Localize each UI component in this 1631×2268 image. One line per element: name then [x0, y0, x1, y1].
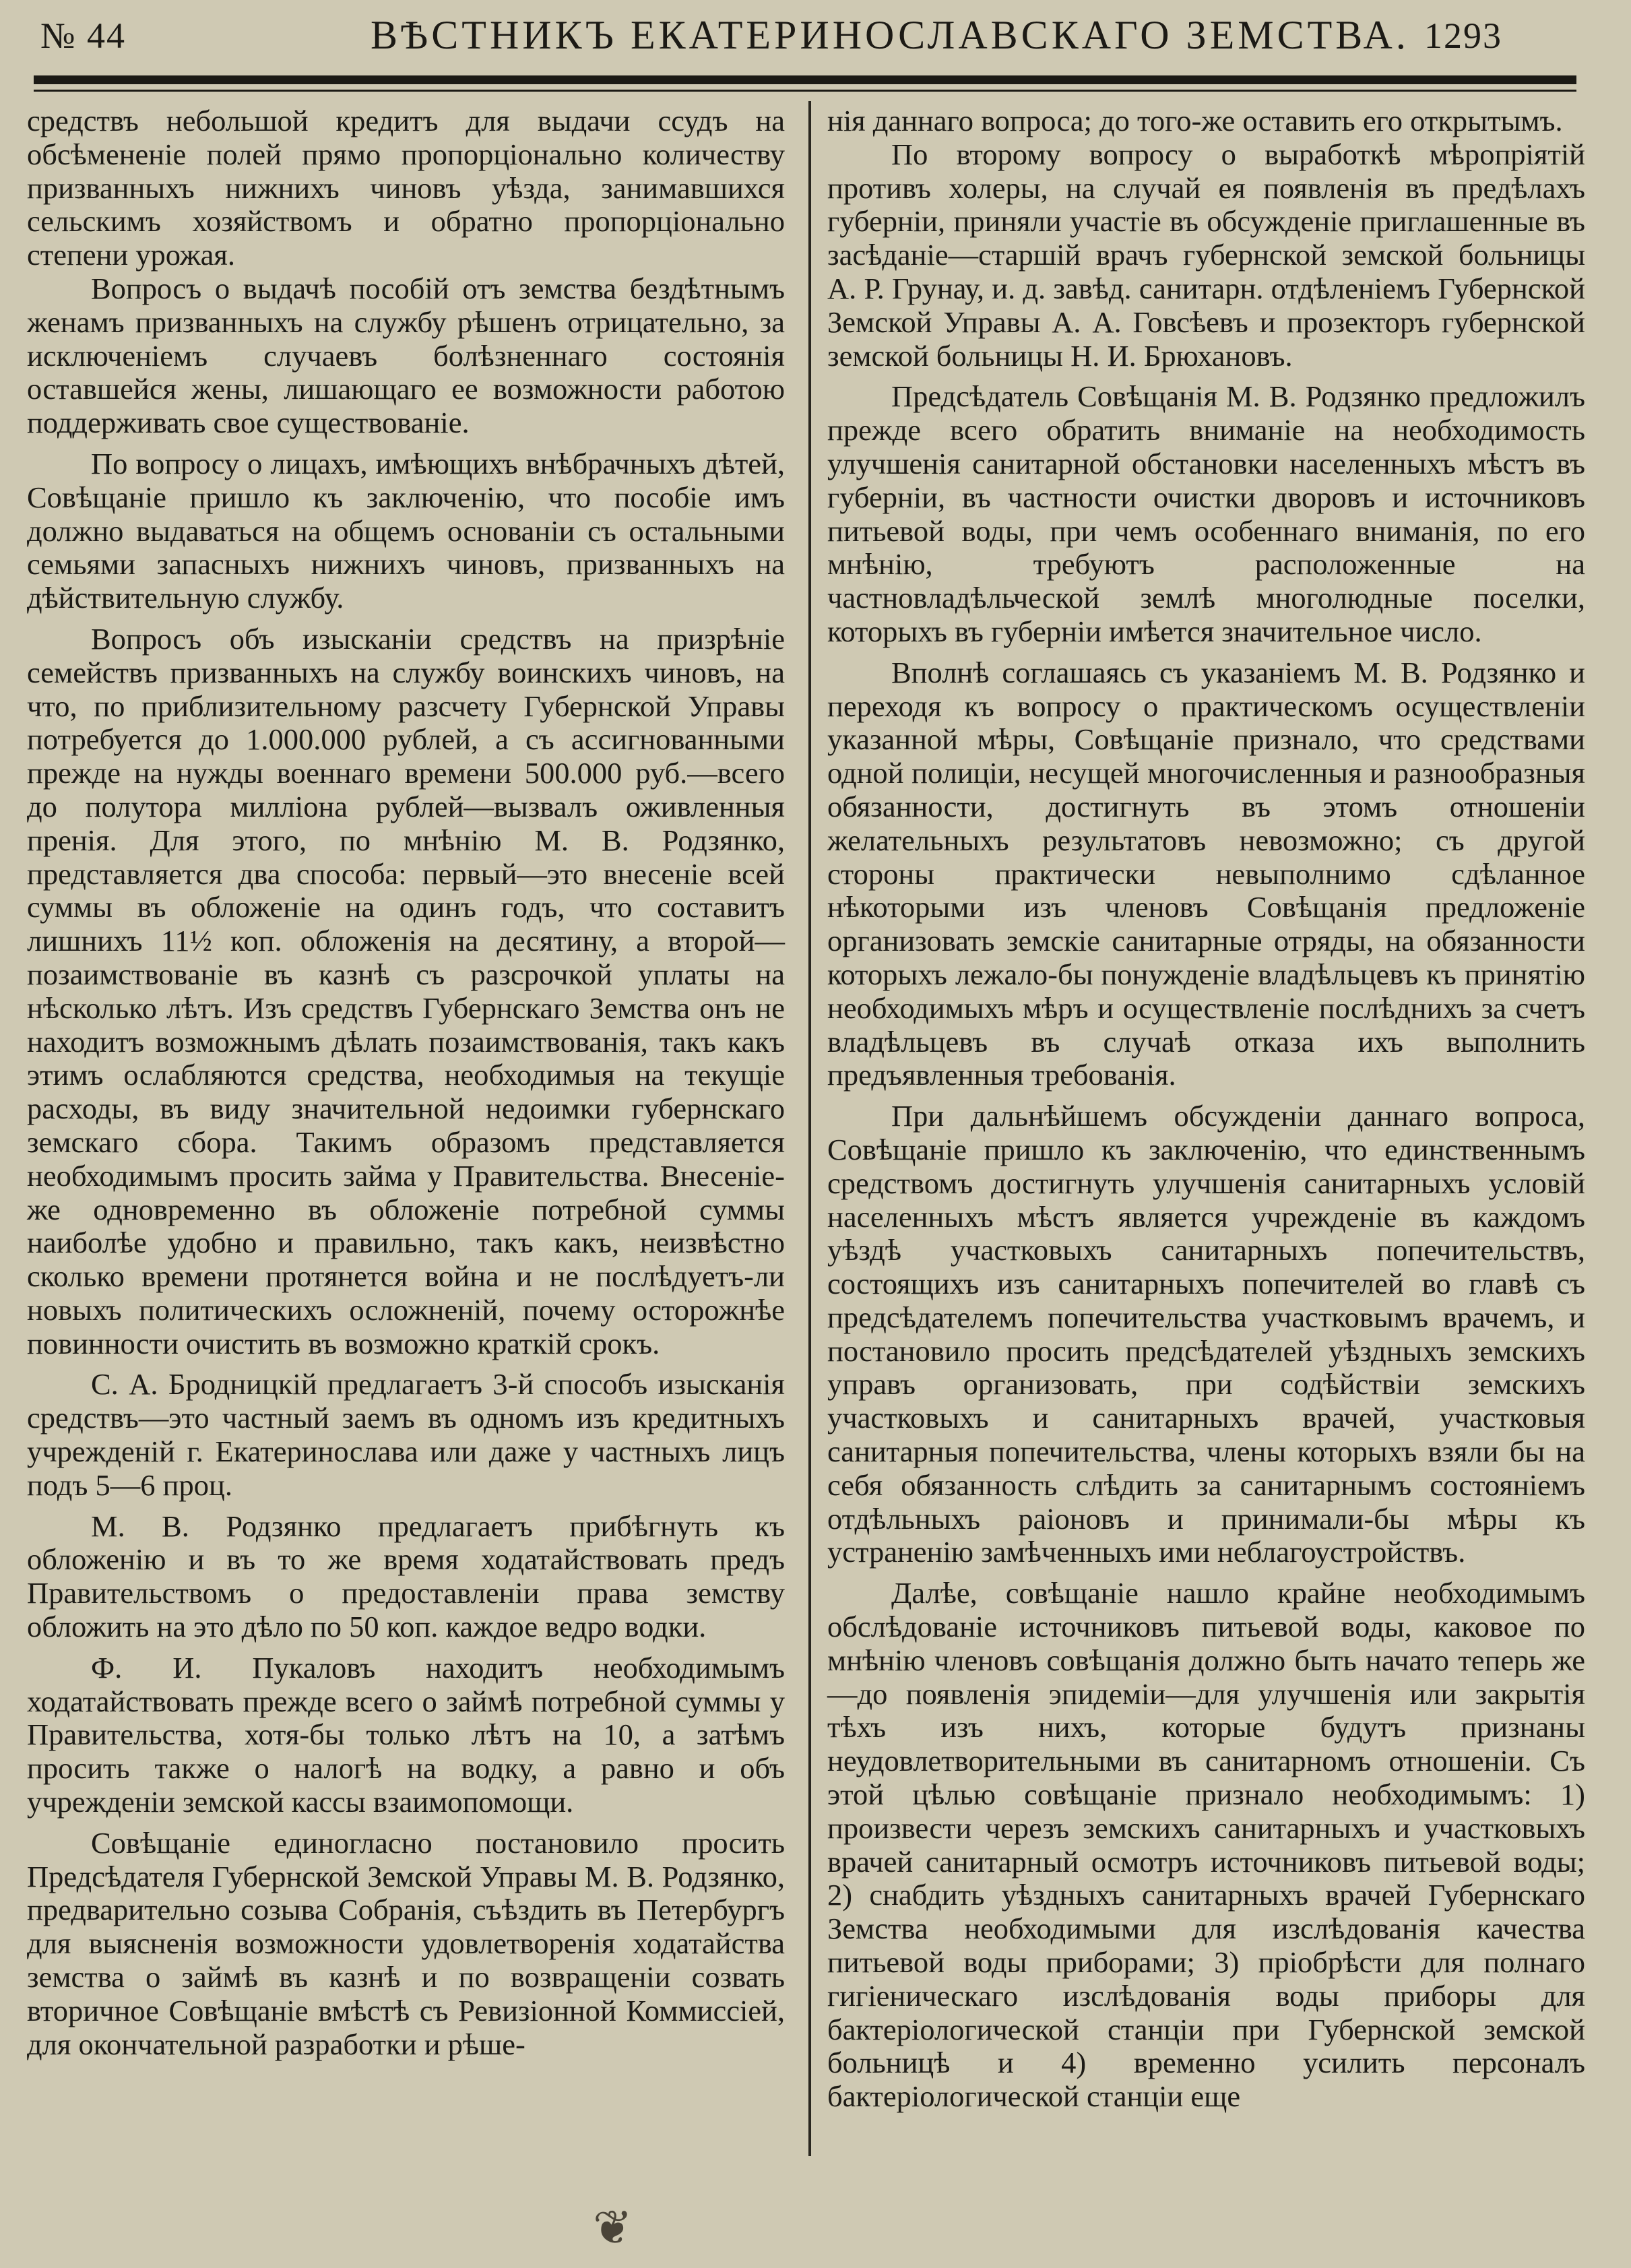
column-divider [808, 101, 811, 2156]
journal-title: ВѢСТНИКЪ ЕКАТЕРИНОСЛАВСКАГО ЗЕМСТВА. [371, 13, 1409, 57]
header-rule-thick [34, 75, 1576, 84]
left-column [27, 104, 785, 2061]
paragraph: При дальнѣйшемъ обсужденіи даннаго вопроса, Совѣщаніе пришло къ заключенію, что единственнымъ средствомъ достигнуть улучшенія санитарныхъ условій населенныхъ мѣстъ является учрежденіе въ каждомъ уѣздѣ участковыхъ санитарныхъ попечительствъ, состоящихъ изъ санитарныхъ попечителей во главѣ съ предсѣдателемъ попечительства участковымъ врачемъ, и постановило просить предсѣдателей уѣздныхъ земскихъ управъ организовать, при содѣйствіи земскихъ участковыхъ и санитарныхъ врачей, участковыя санитарныя попечительства, члены которыхъ взяли бы на себя обязанность слѣдить за санитарнымъ состояніемъ отдѣльныхъ раіоновъ и принимали-бы мѣры къ устраненію замѣченныхъ ими неблагоустройствъ. [827, 1099, 1585, 1569]
paragraph: Вопросъ объ изысканіи средствъ на призрѣніе семействъ призванныхъ на службу воинскихъ чиновъ, на что, по приблизительному разсчету Губернской Управы потребуется до 1.000.000 рублей, а съ ассигнованными прежде на нужды военнаго времени 500.000 руб.—всего до полутора милліона рублей—вызвалъ оживленныя пренія. Для этого, по мнѣнію М. В. Родзянко, представляется два способа: первый—это внесеніе всей суммы въ обложеніе на одинъ годъ, что составитъ лишнихъ 11½ коп. обложенія на десятину, а второй—позаимствованіе въ казнѣ съ разсрочкой уплаты на нѣсколько лѣтъ. Изъ средствъ Губернскаго Земства онъ не находитъ возможнымъ дѣлать позаимствованія, такъ какъ этимъ ослабляются средства, необходимыя на текущіе расходы, въ виду значительной недоимки губернскаго земскаго сбора. Такимъ образомъ представляется необходимымъ просить займа у Правительства. Внесеніе-же одновременно въ обложеніе потребной суммы наиболѣе удобно и правильно, такъ какъ, неизвѣстно сколько времени протянется война и не послѣдуетъ-ли новыхъ политическихъ осложненій, почему осторожнѣе повинности очистить въ возможно краткій срокъ. [27, 621, 785, 1360]
header-rule-thin [34, 90, 1576, 92]
paragraph: По вопросу о лицахъ, имѣющихъ внѣбрачныхъ дѣтей, Совѣщаніе пришло къ заключенію, что пособіе имъ должно выдаваться на общемъ основаніи съ остальными семьями запасныхъ нижнихъ чиновъ, призванныхъ на дѣйствительную службу. [27, 446, 785, 615]
paragraph: Вопросъ о выдачѣ пособій отъ земства бездѣтнымъ женамъ призванныхъ на службу рѣшенъ отрицательно, за исключеніемъ случаевъ болѣзненнаго состоянія оставшейся жены, лишающаго ее возможности работою поддерживать свое существованіе. [27, 271, 785, 440]
paragraph: По второму вопросу о выработкѣ мѣропріятій противъ холеры, на случай ея появленія въ предѣлахъ губерніи, приняли участіе въ обсужденіе приглашенные въ засѣданіе—старшій врачъ губернской земской больницы А. Р. Грунау, и. д. завѣд. санитарн. отдѣленіемъ Губернской Земской Управы А. А. Говсѣевъ и прозекторъ губернской земской больницы Н. И. Брюхановъ. [827, 137, 1585, 373]
issue-number: № 44 [40, 15, 127, 56]
paragraph: Ф. И. Пукаловъ находитъ необходимымъ ходатайствовать прежде всего о займѣ потребной суммы у Правительства, хотя-бы только лѣтъ на 10, а затѣмъ просить также о налогѣ на водку, а равно и объ учрежденіи земской кассы взаимопомощи. [27, 1650, 785, 1819]
paragraph: Далѣе, совѣщаніе нашло крайне необходимымъ обслѣдованіе источниковъ питьевой воды, каковое по мнѣнію членовъ совѣщанія должно быть начато теперь же—до появленія эпидеміи—для улучшенія или закрытія тѣхъ изъ нихъ, которые будутъ признаны неудовлетворительными въ санитарномъ отношеніи. Съ этой цѣлью совѣщаніе признало необходимымъ: 1) произвести черезъ земскихъ санитарныхъ и участковыхъ врачей санитарный осмотръ источниковъ питьевой воды; 2) снабдить уѣздныхъ санитарныхъ врачей Губернскаго Земства необходимыми для изслѣдованія качества питьевой воды приборами; 3) пріобрѣсти для полнаго гигіеническаго изслѣдованія воды приборы для бактеріологической станціи при Губернской земской больницѣ и 4) временно усилить персоналъ бактеріологической станціи еще [827, 1576, 1585, 2114]
paragraph: Вполнѣ соглашаясь съ указаніемъ М. В. Родзянко и переходя къ вопросу о практическомъ осуществленіи указанной мѣры, Совѣщаніе признало, что средствами одной полиціи, несущей многочисленныя и разнообразныя обязанности, достигнуть въ этомъ отношеніи желательныхъ результатовъ невозможно; съ другой стороны практически невыполнимо сдѣланное нѣкоторыми изъ членовъ Совѣщанія предложеніе организовать земскіе санитарные отряды, на обязанности которыхъ лежало-бы понужденіе владѣльцевъ къ принятію необходимыхъ мѣръ и осуществленіе послѣднихъ за счетъ владѣльцевъ въ случаѣ отказа ихъ выполнить предъявленныя требованія. [827, 655, 1585, 1092]
page-header [34, 5, 1502, 73]
paragraph: средствъ небольшой кредитъ для выдачи ссудъ на обсѣмененіе полей прямо пропорціонально количеству призванныхъ нижнихъ чиновъ уѣзда, занимавшихся сельскимъ хозяйствомъ и обратно пропорціонально степени урожая. [27, 104, 785, 272]
right-column [827, 104, 1585, 2114]
bottom-ornament-icon: ❦ [593, 2203, 633, 2255]
paragraph: Совѣщаніе единогласно постановило просить Предсѣдателя Губернской Земской Управы М. В. Родзянко, предварительно созыва Собранія, съѣздить въ Петербургъ для выясненія возможности удовлетворенія ходатайства земства о займѣ въ казнѣ и по возвращеніи созвать вторичное Совѣщаніе вмѣстѣ съ Ревизіонной Коммиссіей, для окончательной разработки и рѣше- [27, 1825, 785, 2061]
paragraph: С. А. Бродницкій предлагаетъ 3-й способъ изысканія средствъ—это частный заемъ въ одномъ изъ кредитныхъ учрежденій г. Екатеринослава или даже у частныхъ лицъ подъ 5—6 проц. [27, 1367, 785, 1502]
paragraph: нія даннаго вопроса; до того-же оставить его открытымъ. [827, 104, 1563, 137]
paragraph: М. В. Родзянко предлагаетъ прибѣгнуть къ обложенію и въ то же время ходатайствовать предъ Правительствомъ о предоставленіи права земству обложить на это дѣло по 50 коп. каждое ведро водки. [27, 1509, 785, 1644]
paragraph: Предсѣдатель Совѣщанія М. В. Родзянко предложилъ прежде всего обратить вниманіе на необходимость улучшенія санитарной обстановки населенныхъ мѣстъ въ губерніи, въ частности очистки дворовъ и источниковъ питьевой воды, при чемъ особеннаго вниманія, по его мнѣнію, требуютъ расположенные на частновладѣльческой землѣ многолюдные поселки, которыхъ въ губерніи имѣется значительное число. [827, 379, 1585, 648]
page-number: 1293 [1424, 15, 1502, 56]
